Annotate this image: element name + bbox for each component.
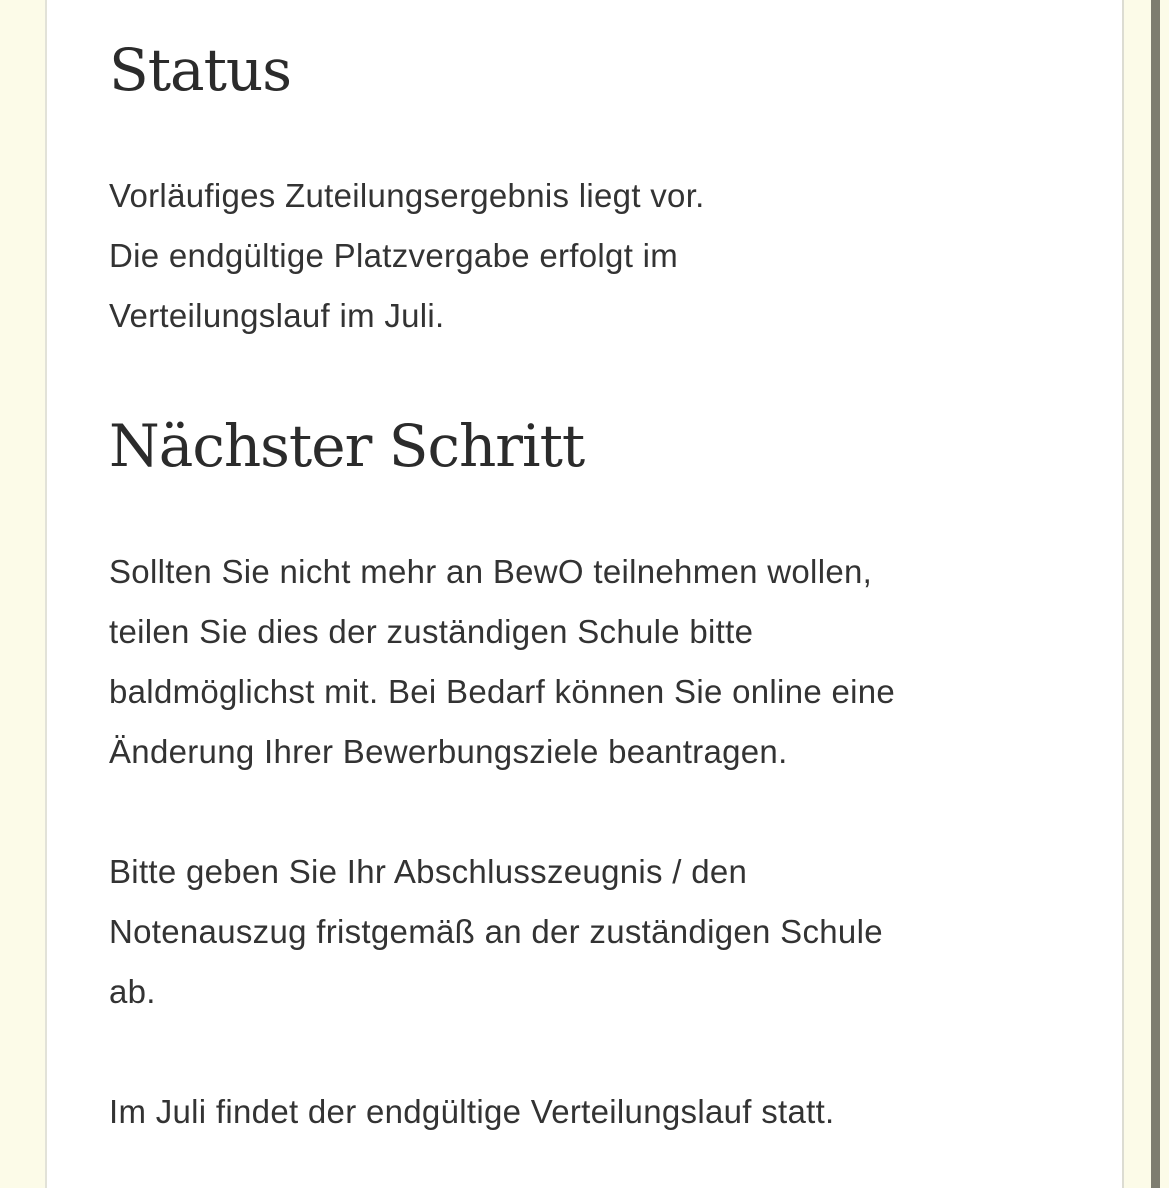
next-step-paragraph-2 [109,842,1109,1022]
next-step-paragraph-1 [109,542,1109,782]
text-line: baldmöglichst mit. Bei Bedarf können Sie online eine [109,673,896,710]
status-text [109,166,1109,346]
text-line: Änderung Ihrer Bewerbungsziele beantragen. [109,733,788,770]
text-line: Notenauszug fristgemäß an der zuständigen Schule [109,913,883,950]
text-line: Sollten Sie nicht mehr an BewO teilnehmen wollen, [109,553,873,590]
scrollbar[interactable] [1151,0,1160,1188]
next-step-heading: Nächster Schritt [109,412,585,480]
text-line: ab. [109,973,156,1010]
next-step-paragraph-3 [109,1082,1109,1142]
text-line: Im Juli findet der endgültige Verteilungslauf statt. [109,1093,835,1130]
status-line: Die endgültige Platzvergabe erfolgt im [109,237,679,274]
text-line: teilen Sie dies der zuständigen Schule bitte [109,613,754,650]
status-heading: Status [109,36,292,104]
text-line: Bitte geben Sie Ihr Abschlusszeugnis / den [109,853,748,890]
content-card [45,0,1124,1188]
status-line: Verteilungslauf im Juli. [109,297,445,334]
status-line: Vorläufiges Zuteilungsergebnis liegt vor. [109,177,705,214]
